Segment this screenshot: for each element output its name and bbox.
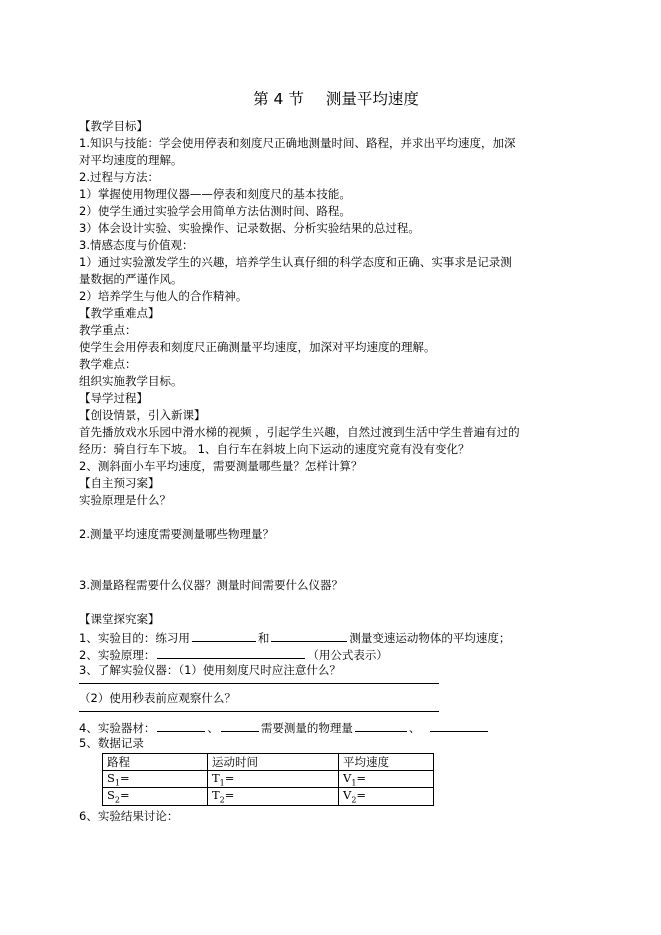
data-record-table (102, 753, 434, 806)
cell-s1[interactable]: $S_1=$ (103, 771, 208, 788)
explore-question-3-2: （2）使用秒表前应观察什么？ (79, 691, 236, 705)
goal-3: 3.情感态度与价值观： (79, 238, 194, 252)
preview-question-1: 实验原理是什么？ (79, 493, 171, 507)
blank-equipment-2[interactable] (221, 718, 259, 732)
blank-instrument-1[interactable] (192, 628, 256, 642)
intro-header: 【创设情景，引入新课】 (79, 408, 206, 422)
key-label: 教学重点： (79, 323, 137, 337)
explore-question-5: 5、数据记录 (79, 736, 144, 750)
goals-header: 【教学目标】 (79, 119, 148, 133)
keypoints-header: 【教学重难点】 (79, 306, 160, 320)
preview-question-3: 3.测量路程需要什么仪器？测量时间需要什么仪器？ (79, 578, 343, 592)
cell-v2[interactable]: $V_2=$ (339, 788, 434, 805)
table-header-row (103, 754, 434, 771)
table-row (103, 788, 434, 805)
difficulty-label: 教学难点： (79, 357, 137, 371)
blank-formula[interactable] (157, 645, 305, 659)
preview-question-2: 2.测量平均速度需要测量哪些物理量？ (79, 527, 274, 541)
intro-line-2: 经历：骑自行车下坡。 1、自行车在斜坡上向下运动的速度究竟有没有变化？ (79, 442, 470, 456)
key-text: 使学生会用停表和刻度尺正确测量平均速度，加深对平均速度的理解。 (79, 340, 436, 354)
answer-line-stopwatch[interactable] (79, 711, 439, 712)
explore-question-1: 1、实验目的：练习用 和 测量变速运动物体的平均速度； (79, 628, 589, 645)
cell-t1[interactable]: $T_1=$ (208, 771, 339, 788)
explore-question-4: 4、实验器材： 、 需要测量的物理量 、 (79, 718, 589, 735)
goal-3-1-line-2: 量数据的严谨作风。 (79, 272, 183, 286)
intro-question-2: 2、测斜面小车平均速度，需要测量哪些量？怎样计算？ (79, 459, 363, 473)
explore-header: 【课堂探究案】 (79, 612, 160, 626)
blank-instrument-2[interactable] (271, 628, 347, 642)
process-header: 【导学过程】 (79, 391, 148, 405)
goal-1-line-2: 对平均速度的理解。 (79, 153, 183, 167)
blank-equipment-1[interactable] (157, 718, 205, 732)
goal-1-line-1: 1.知识与技能：学会使用停表和刻度尺正确地测量时间、路程，并求出平均速度，加深 (79, 136, 516, 150)
preview-header: 【自主预习案】 (79, 476, 160, 490)
cell-s2[interactable]: $S_2=$ (103, 788, 208, 805)
explore-question-2: 2、实验原理： （用公式表示） (79, 645, 589, 662)
page-title (79, 88, 589, 110)
goal-2-1: 1）掌握使用物理仪器——停表和刻度尺的基本技能。 (79, 187, 351, 201)
goal-2-2: 2）使学生通过实验学会用简单方法估测时间、路程。 (79, 204, 351, 218)
cell-t2[interactable]: $T_2=$ (208, 788, 339, 805)
goal-2-3: 3）体会设计实验、实验操作、记录数据、分析实验结果的总过程。 (79, 221, 420, 235)
intro-line-1: 首先播放戏水乐园中滑水梯的视频 ，引起学生兴趣，自然过渡到生活中学生普遍有过的 (79, 425, 520, 439)
blank-quantity-2[interactable] (430, 718, 488, 732)
header-speed: 平均速度 (339, 754, 434, 771)
goal-2: 2.过程与方法： (79, 170, 159, 184)
section-number: 第 4 节 (253, 90, 304, 108)
goal-3-1-line-1: 1）通过实验激发学生的兴趣，培养学生认真仔细的科学态度和正确、实事求是记录测 (79, 255, 512, 269)
table-row (103, 771, 434, 788)
section-name: 测量平均速度 (325, 90, 419, 108)
cell-v1[interactable]: $V_1=$ (339, 771, 434, 788)
explore-question-6: 6、实验结果讨论： (79, 808, 179, 823)
header-time: 运动时间 (208, 754, 339, 771)
goal-3-2: 2）培养学生与他人的合作精神。 (79, 289, 248, 303)
difficulty-text: 组织实施教学目标。 (79, 374, 183, 388)
blank-quantity-1[interactable] (355, 718, 407, 732)
answer-line-ruler[interactable] (79, 683, 439, 684)
header-distance: 路程 (103, 754, 208, 771)
explore-question-3: 3、了解实验仪器：（1）使用刻度尺时应注意什么？ (79, 663, 341, 677)
worksheet-page (79, 88, 589, 825)
